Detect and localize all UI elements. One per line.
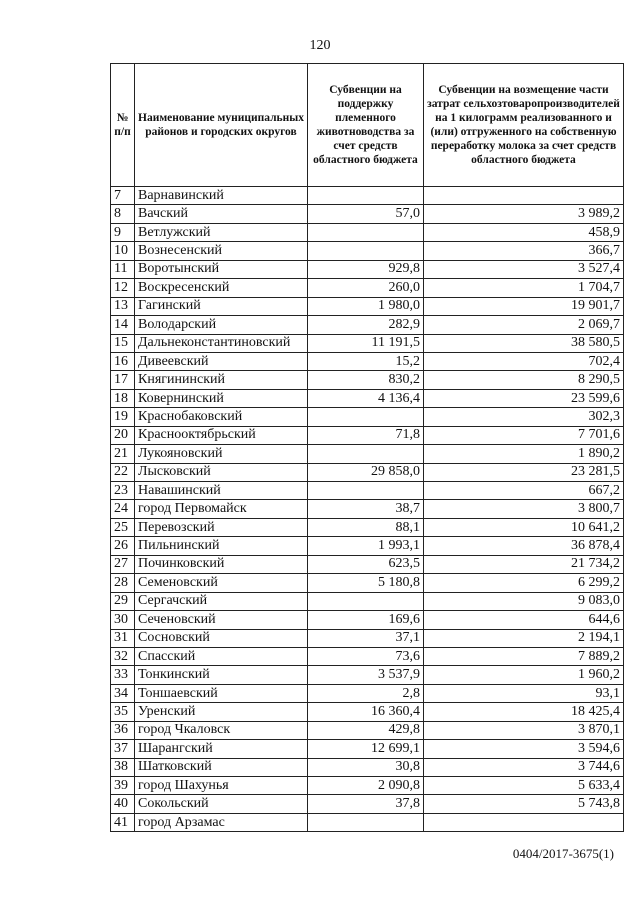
milk-subsidy-cell: 8 290,5 (424, 371, 624, 389)
table-row (111, 316, 624, 334)
table-row (111, 611, 624, 629)
row-number-cell: 29 (111, 592, 135, 610)
breeding-subsidy-cell: 929,8 (308, 260, 424, 278)
row-number-cell: 20 (111, 426, 135, 444)
milk-subsidy-cell: 5 633,4 (424, 777, 624, 795)
district-name-cell: Перевозский (135, 518, 308, 536)
district-name-cell: Воскресенский (135, 279, 308, 297)
milk-subsidy-cell: 1 960,2 (424, 666, 624, 684)
milk-subsidy-cell: 1 704,7 (424, 279, 624, 297)
row-number-cell: 36 (111, 721, 135, 739)
breeding-subsidy-cell: 282,9 (308, 316, 424, 334)
milk-subsidy-cell: 702,4 (424, 352, 624, 370)
milk-subsidy-cell: 18 425,4 (424, 703, 624, 721)
milk-subsidy-cell: 6 299,2 (424, 574, 624, 592)
district-name-cell: Сокольский (135, 795, 308, 813)
milk-subsidy-cell: 7 701,6 (424, 426, 624, 444)
table-row (111, 721, 624, 739)
table-row (111, 426, 624, 444)
district-name-cell: Воротынский (135, 260, 308, 278)
district-name-cell: Лукояновский (135, 445, 308, 463)
milk-subsidy-cell: 10 641,2 (424, 518, 624, 536)
breeding-subsidy-cell (308, 445, 424, 463)
district-name-cell: Ковернинский (135, 389, 308, 407)
row-number-cell: 13 (111, 297, 135, 315)
row-number-cell: 37 (111, 740, 135, 758)
breeding-subsidy-cell: 37,1 (308, 629, 424, 647)
table-row (111, 647, 624, 665)
milk-subsidy-cell: 3 800,7 (424, 500, 624, 518)
row-number-cell: 12 (111, 279, 135, 297)
breeding-subsidy-cell: 1 980,0 (308, 297, 424, 315)
row-number-cell: 22 (111, 463, 135, 481)
breeding-subsidy-cell: 12 699,1 (308, 740, 424, 758)
breeding-subsidy-cell: 623,5 (308, 555, 424, 573)
milk-subsidy-cell: 9 083,0 (424, 592, 624, 610)
row-number-cell: 33 (111, 666, 135, 684)
table-body (111, 187, 624, 832)
row-number-cell: 17 (111, 371, 135, 389)
milk-subsidy-cell (424, 813, 624, 831)
table-row (111, 666, 624, 684)
breeding-subsidy-cell: 2 090,8 (308, 777, 424, 795)
table-row (111, 279, 624, 297)
row-number-cell: 10 (111, 242, 135, 260)
header-number: № п/п (111, 64, 135, 187)
row-number-cell: 31 (111, 629, 135, 647)
district-name-cell: Шатковский (135, 758, 308, 776)
breeding-subsidy-cell: 830,2 (308, 371, 424, 389)
row-number-cell: 15 (111, 334, 135, 352)
milk-subsidy-cell: 366,7 (424, 242, 624, 260)
table-row (111, 537, 624, 555)
district-name-cell: Шарангский (135, 740, 308, 758)
row-number-cell: 32 (111, 647, 135, 665)
milk-subsidy-cell: 3 594,6 (424, 740, 624, 758)
breeding-subsidy-cell: 30,8 (308, 758, 424, 776)
district-name-cell: Починковский (135, 555, 308, 573)
breeding-subsidy-cell: 5 180,8 (308, 574, 424, 592)
milk-subsidy-cell: 3 870,1 (424, 721, 624, 739)
page-number: 120 (309, 38, 331, 53)
breeding-subsidy-cell (308, 482, 424, 500)
row-number-cell: 14 (111, 316, 135, 334)
milk-subsidy-cell: 19 901,7 (424, 297, 624, 315)
district-name-cell: Краснооктябрьский (135, 426, 308, 444)
table-row (111, 297, 624, 315)
milk-subsidy-cell: 458,9 (424, 223, 624, 241)
milk-subsidy-cell: 302,3 (424, 408, 624, 426)
district-name-cell: Уренский (135, 703, 308, 721)
row-number-cell: 26 (111, 537, 135, 555)
breeding-subsidy-cell: 260,0 (308, 279, 424, 297)
breeding-subsidy-cell: 429,8 (308, 721, 424, 739)
table-row (111, 518, 624, 536)
district-name-cell: Гагинский (135, 297, 308, 315)
table-row (111, 445, 624, 463)
row-number-cell: 16 (111, 352, 135, 370)
breeding-subsidy-cell: 73,6 (308, 647, 424, 665)
table-row (111, 500, 624, 518)
row-number-cell: 30 (111, 611, 135, 629)
district-name-cell: Семеновский (135, 574, 308, 592)
subsidy-table (110, 63, 624, 832)
table-row (111, 389, 624, 407)
row-number-cell: 7 (111, 187, 135, 205)
district-name-cell: Пильнинский (135, 537, 308, 555)
breeding-subsidy-cell: 71,8 (308, 426, 424, 444)
table-row (111, 463, 624, 481)
row-number-cell: 40 (111, 795, 135, 813)
breeding-subsidy-cell: 16 360,4 (308, 703, 424, 721)
row-number-cell: 28 (111, 574, 135, 592)
table-row (111, 371, 624, 389)
table-row (111, 334, 624, 352)
district-name-cell: Княгининский (135, 371, 308, 389)
breeding-subsidy-cell (308, 242, 424, 260)
milk-subsidy-cell: 36 878,4 (424, 537, 624, 555)
district-name-cell: Варнавинский (135, 187, 308, 205)
breeding-subsidy-cell (308, 813, 424, 831)
header-breeding-subsidy: Субвенции на поддержку племенного животноводства за счет средств областного бюджета (308, 64, 424, 187)
header-district-name: Наименование муниципальных районов и городских округов (135, 64, 308, 187)
breeding-subsidy-cell: 4 136,4 (308, 389, 424, 407)
breeding-subsidy-cell: 29 858,0 (308, 463, 424, 481)
breeding-subsidy-cell (308, 223, 424, 241)
district-name-cell: Тонкинский (135, 666, 308, 684)
table-row (111, 629, 624, 647)
table-row (111, 777, 624, 795)
district-name-cell: Володарский (135, 316, 308, 334)
document-code: 0404/2017-3675(1) (512, 846, 614, 861)
breeding-subsidy-cell (308, 408, 424, 426)
row-number-cell: 25 (111, 518, 135, 536)
row-number-cell: 11 (111, 260, 135, 278)
table-row (111, 242, 624, 260)
milk-subsidy-cell: 1 890,2 (424, 445, 624, 463)
district-name-cell: город Первомайск (135, 500, 308, 518)
table-row (111, 758, 624, 776)
table-row (111, 703, 624, 721)
milk-subsidy-cell: 21 734,2 (424, 555, 624, 573)
row-number-cell: 23 (111, 482, 135, 500)
milk-subsidy-cell: 667,2 (424, 482, 624, 500)
district-name-cell: Вачский (135, 205, 308, 223)
breeding-subsidy-cell: 3 537,9 (308, 666, 424, 684)
row-number-cell: 34 (111, 684, 135, 702)
table-row (111, 740, 624, 758)
breeding-subsidy-cell: 1 993,1 (308, 537, 424, 555)
row-number-cell: 27 (111, 555, 135, 573)
table-row (111, 795, 624, 813)
district-name-cell: Сосновский (135, 629, 308, 647)
district-name-cell: Навашинский (135, 482, 308, 500)
district-name-cell: Дивеевский (135, 352, 308, 370)
row-number-cell: 9 (111, 223, 135, 241)
milk-subsidy-cell: 5 743,8 (424, 795, 624, 813)
district-name-cell: Краснобаковский (135, 408, 308, 426)
milk-subsidy-cell: 23 281,5 (424, 463, 624, 481)
breeding-subsidy-cell (308, 592, 424, 610)
table-row (111, 574, 624, 592)
row-number-cell: 21 (111, 445, 135, 463)
breeding-subsidy-cell: 2,8 (308, 684, 424, 702)
district-name-cell: Лысковский (135, 463, 308, 481)
table-row (111, 352, 624, 370)
milk-subsidy-cell: 38 580,5 (424, 334, 624, 352)
row-number-cell: 35 (111, 703, 135, 721)
district-name-cell: Спасский (135, 647, 308, 665)
row-number-cell: 38 (111, 758, 135, 776)
breeding-subsidy-cell: 88,1 (308, 518, 424, 536)
table-row (111, 592, 624, 610)
milk-subsidy-cell: 3 527,4 (424, 260, 624, 278)
district-name-cell: Сеченовский (135, 611, 308, 629)
table-row (111, 223, 624, 241)
milk-subsidy-cell: 23 599,6 (424, 389, 624, 407)
milk-subsidy-cell: 644,6 (424, 611, 624, 629)
table-row (111, 684, 624, 702)
row-number-cell: 41 (111, 813, 135, 831)
breeding-subsidy-cell: 38,7 (308, 500, 424, 518)
breeding-subsidy-cell: 15,2 (308, 352, 424, 370)
district-name-cell: Тоншаевский (135, 684, 308, 702)
milk-subsidy-cell: 3 989,2 (424, 205, 624, 223)
row-number-cell: 18 (111, 389, 135, 407)
header-milk-subsidy: Субвенции на возмещение части затрат сельхозтоваропроизводителей на 1 килограмм реализованного и (или) отгруженного на собственную переработку молока за счет средств областного бюджета (424, 64, 624, 187)
breeding-subsidy-cell (308, 187, 424, 205)
table-row (111, 187, 624, 205)
row-number-cell: 8 (111, 205, 135, 223)
row-number-cell: 24 (111, 500, 135, 518)
table-row (111, 555, 624, 573)
breeding-subsidy-cell: 57,0 (308, 205, 424, 223)
milk-subsidy-cell: 2 194,1 (424, 629, 624, 647)
district-name-cell: Сергачский (135, 592, 308, 610)
milk-subsidy-cell: 7 889,2 (424, 647, 624, 665)
milk-subsidy-cell (424, 187, 624, 205)
table-header-row (111, 64, 624, 187)
table-row (111, 260, 624, 278)
table-row (111, 482, 624, 500)
row-number-cell: 39 (111, 777, 135, 795)
table-row (111, 205, 624, 223)
district-name-cell: город Шахунья (135, 777, 308, 795)
district-name-cell: город Арзамас (135, 813, 308, 831)
milk-subsidy-cell: 93,1 (424, 684, 624, 702)
table-row (111, 813, 624, 831)
breeding-subsidy-cell: 169,6 (308, 611, 424, 629)
district-name-cell: Вознесенский (135, 242, 308, 260)
breeding-subsidy-cell: 11 191,5 (308, 334, 424, 352)
district-name-cell: Дальнеконстантиновский (135, 334, 308, 352)
milk-subsidy-cell: 3 744,6 (424, 758, 624, 776)
district-name-cell: город Чкаловск (135, 721, 308, 739)
district-name-cell: Ветлужский (135, 223, 308, 241)
row-number-cell: 19 (111, 408, 135, 426)
breeding-subsidy-cell: 37,8 (308, 795, 424, 813)
table-row (111, 408, 624, 426)
milk-subsidy-cell: 2 069,7 (424, 316, 624, 334)
